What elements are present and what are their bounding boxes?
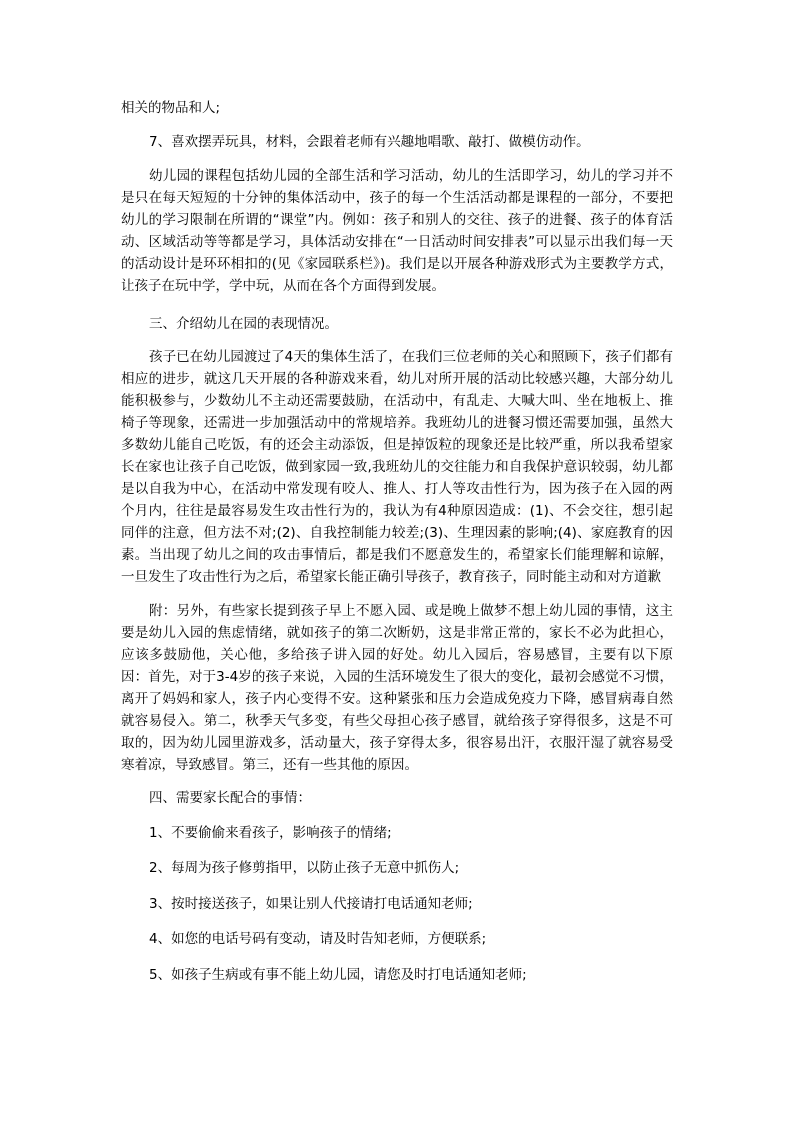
list-item-3: 3、按时接送孩子，如果让别人代接请打电话通知老师; [149,896,473,912]
list-item-5: 5、如孩子生病或有事不能上幼儿园，请您及时打电话通知老师; [149,967,527,983]
paragraph-appendix: 附：另外，有些家长提到孩子早上不愿入园、或是晚上做梦不想上幼儿园的事情，这主要是幼儿入园的焦虑情绪，就如孩子的第二次断奶，这是非常正常的，家长不必为此担心，应该多鼓励他，关心他，多给孩子讲入园的好处。幼儿入园后，容易感冒，主要有以下原因：首先，对于3-4岁的孩子来说，入园的生活环境发生了很大的变化，最初会感觉不习惯，离开了妈妈和家人，孩子内心变得不安。这种紧张和压力会造成免疫力下降，感冒病毒自然就容易侵入。第二，秋季天气多变，有些父母担心孩子感冒，就给孩子穿得很多，这是不可取的，因为幼儿园里游戏多，活动量大，孩子穿得太多，很容易出汗，衣服汗湿了就容易受寒着凉，导致感冒。第三，还有一些其他的原因。 [121,603,673,773]
section-heading-three: 三、介绍幼儿在园的表现情况。 [149,316,338,332]
paragraph-item-7: 7、喜欢摆弄玩具，材料，会跟着老师有兴趣地唱歌、敲打、做模仿动作。 [149,134,590,150]
list-item-1: 1、不要偷偷来看孩子，影响孩子的情绪; [149,825,392,841]
paragraph-items-continuation: 相关的物品和人; [121,100,221,116]
section-heading-four: 四、需要家长配合的事情： [149,790,311,806]
paragraph-performance: 孩子已在幼儿园渡过了4天的集体生活了，在我们三位老师的关心和照顾下，孩子们都有相应的进步，就这几天开展的各种游戏来看，幼儿对所开展的活动比较感兴趣，大部分幼儿能积极参与，少数幼儿不主动还需要鼓励，在活动中，有乱走、大喊大叫、坐在地板上、推椅子等现象，还需进一步加强活动中的常规培养。我班幼儿的进餐习惯还需要加强，虽然大多数幼儿能自己吃饭，有的还会主动添饭，但是掉饭粒的现象还是比较严重，所以我希望家长在家也让孩子自己吃饭，做到家园一致,我班幼儿的交往能力和自我保护意识较弱，幼儿都是以自我为中心，在活动中常发现有咬人、推人、打人等攻击性行为，因为孩子在入园的两个月内，往往是最容易发生攻击性行为的，我认为有4种原因造成：(1)、不会交往，想引起同伴的注意，但方法不对;(2)、自我控制能力较差;(3)、生理因素的影响;(4)、家庭教育的因素。当出现了幼儿之间的攻击事情后，都是我们不愿意发生的，希望家长们能理解和谅解，一旦发生了攻击性行为之后，希望家长能正确引导孩子，教育孩子，同时能主动和对方道歉 [121,349,673,585]
paragraph-curriculum: 幼儿园的课程包括幼儿园的全部生活和学习活动，幼儿的生活即学习，幼儿的学习并不是只在每天短短的十分钟的集体活动中，孩子的每一个生活活动都是课程的一部分，不要把幼儿的学习限制在所谓的“课堂”内。例如：孩子和别人的交往、孩子的进餐、孩子的体育活动、区域活动等等都是学习，具体活动安排在“一日活动时间安排表”可以显示出我们每一天的活动设计是环环相扣的(见《家园联系栏》)。我们是以开展各种游戏形式为主要教学方式，让孩子在玩中学，学中玩，从而在各个方面得到发展。 [121,168,673,294]
list-item-2: 2、每周为孩子修剪指甲，以防止孩子无意中抓伤人; [149,860,460,876]
list-item-4: 4、如您的电话号码有变动，请及时告知老师，方便联系; [149,931,487,947]
